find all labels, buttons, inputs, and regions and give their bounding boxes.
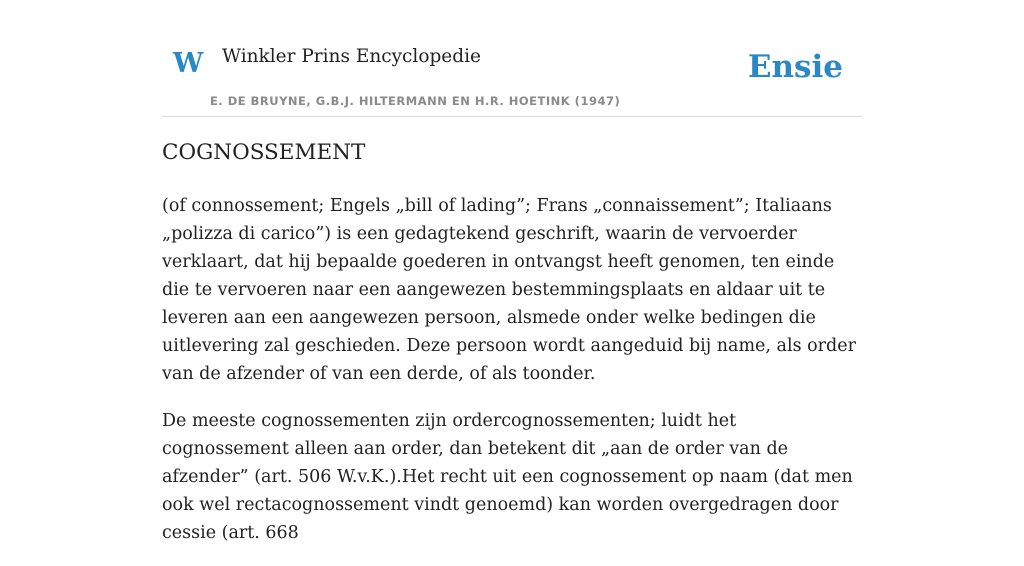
site-header [162,30,862,117]
article-title: COGNOSSEMENT [162,140,366,165]
winkler-prins-logo[interactable]: W [173,48,204,79]
article-paragraph-1: (of connossement; Engels „bill of lading”; Frans „connaissement”; Italiaans „polizza di carico”) is een gedagtekend geschrift, waarin de vervoerder verklaart, dat hij bepaalde goederen in ontvangst heeft genomen, ten einde die te vervoeren naar een aangewezen bestemmingsplaats en aldaar uit te leveren aan een aangewezen persoon, alsmede onder welke bedingen die uitlevering zal geschieden. Deze persoon wordt aangeduid bij name, als order van de afzender of van een derde, of als toonder. [162,196,856,384]
encyclopedia-title[interactable]: Winkler Prins Encyclopedie [222,46,481,67]
ensie-brand-logo[interactable]: Ensie [747,49,843,85]
authors-line: E. DE BRUYNE, G.B.J. HILTERMANN EN H.R. HOETINK (1947) [210,94,621,108]
article-paragraph-2: De meeste cognossementen zijn ordercognossementen; luidt het cognossement alleen aan order, dan betekent dit „aan de order van de afzender” (art. 506 W.v.K.).Het recht uit een cognossement op naam (dat men ook wel rectacognossement vindt genoemd) kan worden overgedragen door cessie (art. 668 [162,411,853,543]
article-body [162,192,862,566]
